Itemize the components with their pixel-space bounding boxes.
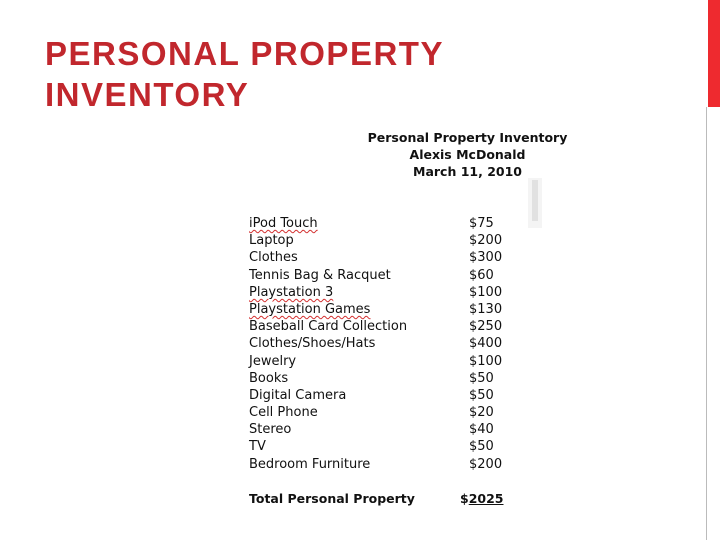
slide-title-line-1: PERSONAL PROPERTY xyxy=(45,35,444,72)
item-name: Clothes xyxy=(249,250,298,266)
list-item xyxy=(249,353,509,370)
item-value: $250 xyxy=(469,319,503,335)
item-name: TV xyxy=(249,439,266,455)
total-value xyxy=(460,490,504,508)
inventory-list xyxy=(249,215,509,473)
item-name: Digital Camera xyxy=(249,387,347,403)
item-value: $75 xyxy=(469,216,494,231)
list-item xyxy=(249,301,509,318)
item-value: $60 xyxy=(469,267,494,283)
item-value: $200 xyxy=(469,456,503,472)
inventory-heading: Personal Property Inventory xyxy=(367,130,568,145)
item-value: $400 xyxy=(469,336,503,352)
total-row xyxy=(249,490,509,508)
total-currency: $ xyxy=(460,491,469,506)
slide-title-line-2: INVENTORY xyxy=(45,76,250,113)
item-value: $50 xyxy=(469,370,494,386)
item-value: $40 xyxy=(469,422,494,438)
item-value: $50 xyxy=(469,387,494,403)
inventory-header xyxy=(360,129,575,180)
item-value: $130 xyxy=(469,301,503,317)
item-value: $200 xyxy=(469,233,503,249)
list-item xyxy=(249,335,509,352)
item-name: Cell Phone xyxy=(249,405,318,421)
item-name: Baseball Card Collection xyxy=(249,319,408,335)
item-value: $50 xyxy=(469,439,494,455)
item-name: Jewelry xyxy=(249,353,297,369)
item-name: Stereo xyxy=(249,422,292,438)
total-amount: 2025 xyxy=(468,491,504,506)
item-value: $100 xyxy=(469,353,503,369)
right-divider xyxy=(706,107,707,540)
inventory-owner: Alexis McDonald xyxy=(409,147,526,162)
item-name: Laptop xyxy=(249,233,294,249)
list-item xyxy=(249,387,509,404)
list-item xyxy=(249,404,509,421)
list-item xyxy=(249,438,509,455)
item-name: Bedroom Furniture xyxy=(249,456,371,472)
item-name: Playstation Games xyxy=(249,301,371,317)
list-item xyxy=(249,318,509,335)
list-item xyxy=(249,284,509,301)
item-name: Books xyxy=(249,370,289,386)
item-name: Clothes/Shoes/Hats xyxy=(249,336,376,352)
list-item xyxy=(249,370,509,387)
list-item xyxy=(249,232,509,249)
inventory-date: March 11, 2010 xyxy=(413,164,522,179)
item-value: $100 xyxy=(469,284,503,300)
list-item xyxy=(249,249,509,266)
cursor-marker xyxy=(528,178,542,228)
item-value: $20 xyxy=(469,405,494,421)
list-item xyxy=(249,215,509,232)
slide-title xyxy=(45,33,665,115)
item-value: $300 xyxy=(469,250,503,266)
list-item xyxy=(249,267,509,284)
item-name: Tennis Bag & Racquet xyxy=(249,267,391,283)
item-name: Playstation 3 xyxy=(249,284,334,300)
list-item xyxy=(249,456,509,473)
accent-bar xyxy=(708,0,720,107)
total-label: Total Personal Property xyxy=(249,491,415,506)
item-name: iPod Touch xyxy=(249,216,318,231)
list-item xyxy=(249,421,509,438)
